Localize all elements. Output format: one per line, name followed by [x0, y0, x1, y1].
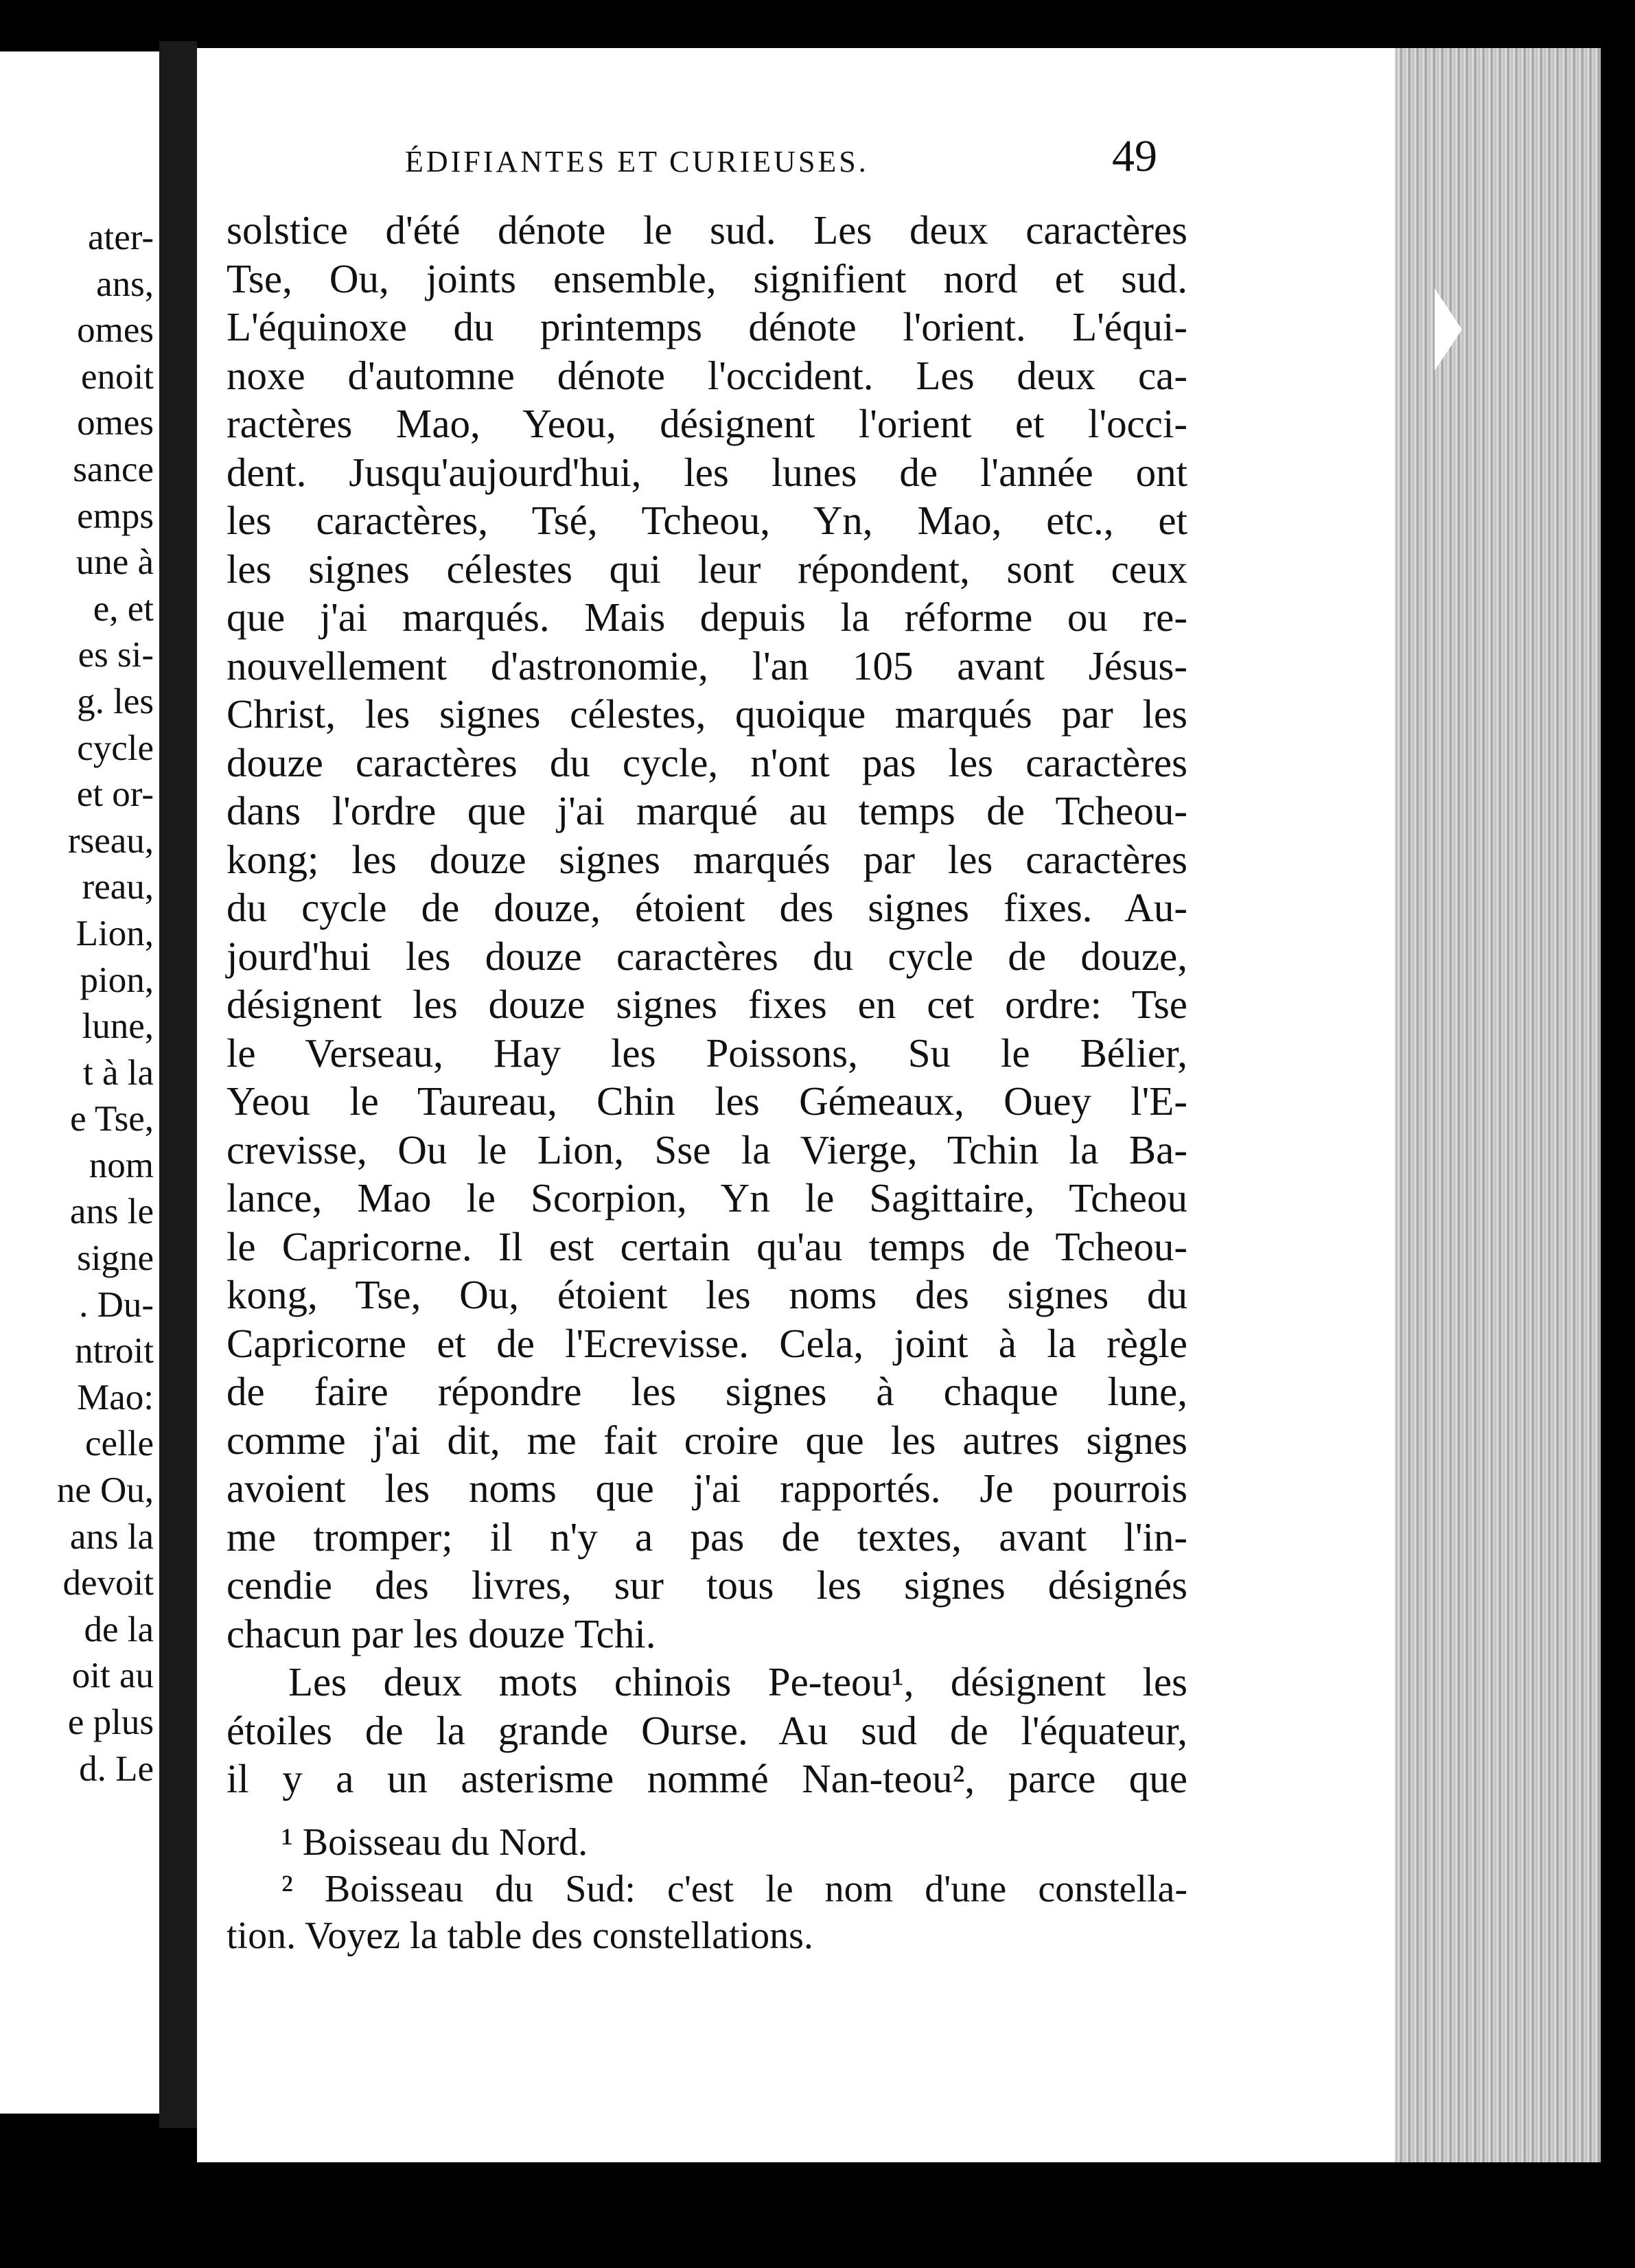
- body-line: avoient les noms que j'ai rapportés. Je pourrois: [227, 1466, 1187, 1511]
- body-line: dans l'ordre que j'ai marqué au temps de Tcheou-: [227, 788, 1187, 833]
- footnotes: [227, 1819, 1187, 1959]
- left-page-line: reau,: [82, 867, 154, 907]
- body-line: de faire répondre les signes à chaque lune,: [227, 1369, 1187, 1414]
- left-page-line: e plus: [67, 1702, 154, 1742]
- running-head: ÉDIFIANTES ET CURIEUSES.: [405, 145, 869, 178]
- body-line: crevisse, Ou le Lion, Sse la Vierge, Tchin la Ba-: [227, 1126, 1187, 1172]
- body-line: chacun par les douze Tchi.: [227, 1610, 656, 1656]
- body-line: noxe d'automne dénote l'occident. Les deux ca-: [227, 352, 1187, 398]
- left-page-line: ater-: [87, 218, 154, 257]
- body-line: Capricorne et de l'Ecrevisse. Cela, joint à la règle: [227, 1320, 1187, 1366]
- body-line: Yeou le Taureau, Chin les Gémeaux, Ouey l'E-: [227, 1078, 1187, 1124]
- left-page-line: pion,: [80, 960, 154, 1000]
- left-page-line: signe: [77, 1238, 154, 1279]
- edge-notch: [1435, 288, 1462, 371]
- book-gutter: [159, 41, 197, 2128]
- left-page-line: ans le: [69, 1192, 154, 1232]
- left-page-fragment: [0, 51, 159, 2114]
- body-line: Les deux mots chinois Pe-teou¹, désignent les: [288, 1659, 1187, 1704]
- body-line: le Capricorne. Il est certain qu'au temps de Tcheou-: [227, 1223, 1187, 1269]
- left-page-line: enoit: [81, 356, 154, 397]
- left-page-line: ne Ou,: [56, 1470, 154, 1511]
- left-page-line: ans,: [96, 264, 154, 304]
- left-page-line: es si-: [78, 635, 154, 675]
- left-page-text: [57, 215, 154, 1792]
- body-line: les signes célestes qui leur répondent, sont ceux: [227, 546, 1187, 592]
- left-page-line: . Du-: [79, 1284, 154, 1325]
- body-line: kong; les douze signes marqués par les caractères: [227, 836, 1187, 882]
- left-page-line: nom: [89, 1145, 154, 1185]
- body-line: lance, Mao le Scorpion, Yn le Sagittaire, Tcheou: [227, 1175, 1187, 1220]
- body-line: dent. Jusqu'aujourd'hui, les lunes de l'année ont: [227, 449, 1187, 495]
- body-line: douze caractères du cycle, n'ont pas les caractères: [227, 739, 1187, 785]
- body-line: comme j'ai dit, me fait croire que les autres signes: [227, 1417, 1187, 1463]
- body-line: solstice d'été dénote le sud. Les deux caractères: [227, 207, 1187, 253]
- body-line: nouvellement d'astronomie, l'an 105 avant Jésus-: [227, 643, 1187, 688]
- body-line: L'équinoxe du printemps dénote l'orient. L'équi-: [227, 304, 1187, 349]
- body-line: que j'ai marqués. Mais depuis la réforme ou re-: [227, 594, 1187, 640]
- left-page-line: sance: [73, 449, 154, 489]
- left-page-line: e, et: [93, 588, 154, 629]
- page-number: 49: [1112, 131, 1157, 181]
- body-line: étoiles de la grande Ourse. Au sud de l'équateur,: [227, 1707, 1187, 1753]
- body-line: jourd'hui les douze caractères du cycle de douze,: [227, 933, 1187, 979]
- body-line: Christ, les signes célestes, quoique marqués par les: [227, 691, 1187, 737]
- left-page-line: d. Le: [79, 1748, 154, 1789]
- left-page-line: celle: [84, 1424, 154, 1464]
- left-page-line: oit au: [71, 1656, 154, 1696]
- left-page-line: et or-: [76, 774, 154, 815]
- left-page-line: omes: [77, 403, 154, 443]
- body-line: ractères Mao, Yeou, désignent l'orient et l'occi-: [227, 401, 1187, 446]
- page-fore-edge: [1395, 48, 1601, 2162]
- left-page-line: cycle: [77, 728, 154, 768]
- left-page-line: une à: [76, 542, 154, 583]
- left-page-line: t à la: [83, 1052, 154, 1093]
- left-page-line: devoit: [62, 1563, 154, 1604]
- left-page-line: Mao:: [77, 1377, 154, 1418]
- left-page-line: lune,: [82, 1006, 154, 1047]
- body-line: me tromper; il n'y a pas de textes, avant l'in-: [227, 1514, 1187, 1560]
- left-page-line: de la: [84, 1609, 154, 1650]
- left-page-line: e Tse,: [70, 1099, 154, 1139]
- body-line: du cycle de douze, étoient des signes fixes. Au-: [227, 885, 1187, 930]
- body-line: il y a un asterisme nommé Nan-teou², parce que: [227, 1756, 1187, 1801]
- left-page-line: ntroit: [75, 1331, 154, 1372]
- body-line: désignent les douze signes fixes en cet ordre: Tse: [227, 982, 1187, 1027]
- left-page-line: ans la: [69, 1516, 154, 1557]
- footnote-line: tion. Voyez la table des constellations.: [227, 1914, 813, 1957]
- left-page-line: Lion,: [76, 913, 154, 953]
- body-line: le Verseau, Hay les Poissons, Su le Bélier,: [227, 1030, 1187, 1076]
- footnote-line: ¹ Boisseau du Nord.: [281, 1821, 588, 1864]
- left-page-line: emps: [77, 496, 154, 536]
- body-text: [227, 206, 1187, 1803]
- body-line: Tse, Ou, joints ensemble, signifient nord et sud.: [227, 255, 1187, 301]
- body-line: les caractères, Tsé, Tcheou, Yn, Mao, etc., et: [227, 498, 1187, 543]
- body-line: kong, Tse, Ou, étoient les noms des signes du: [227, 1272, 1187, 1317]
- body-line: cendie des livres, sur tous les signes désignés: [227, 1562, 1187, 1608]
- left-page-line: rseau,: [67, 820, 154, 861]
- left-page-line: omes: [77, 310, 154, 351]
- left-page-line: g. les: [77, 681, 154, 721]
- footnote-line: ² Boisseau du Sud: c'est le nom d'une constella-: [281, 1868, 1187, 1910]
